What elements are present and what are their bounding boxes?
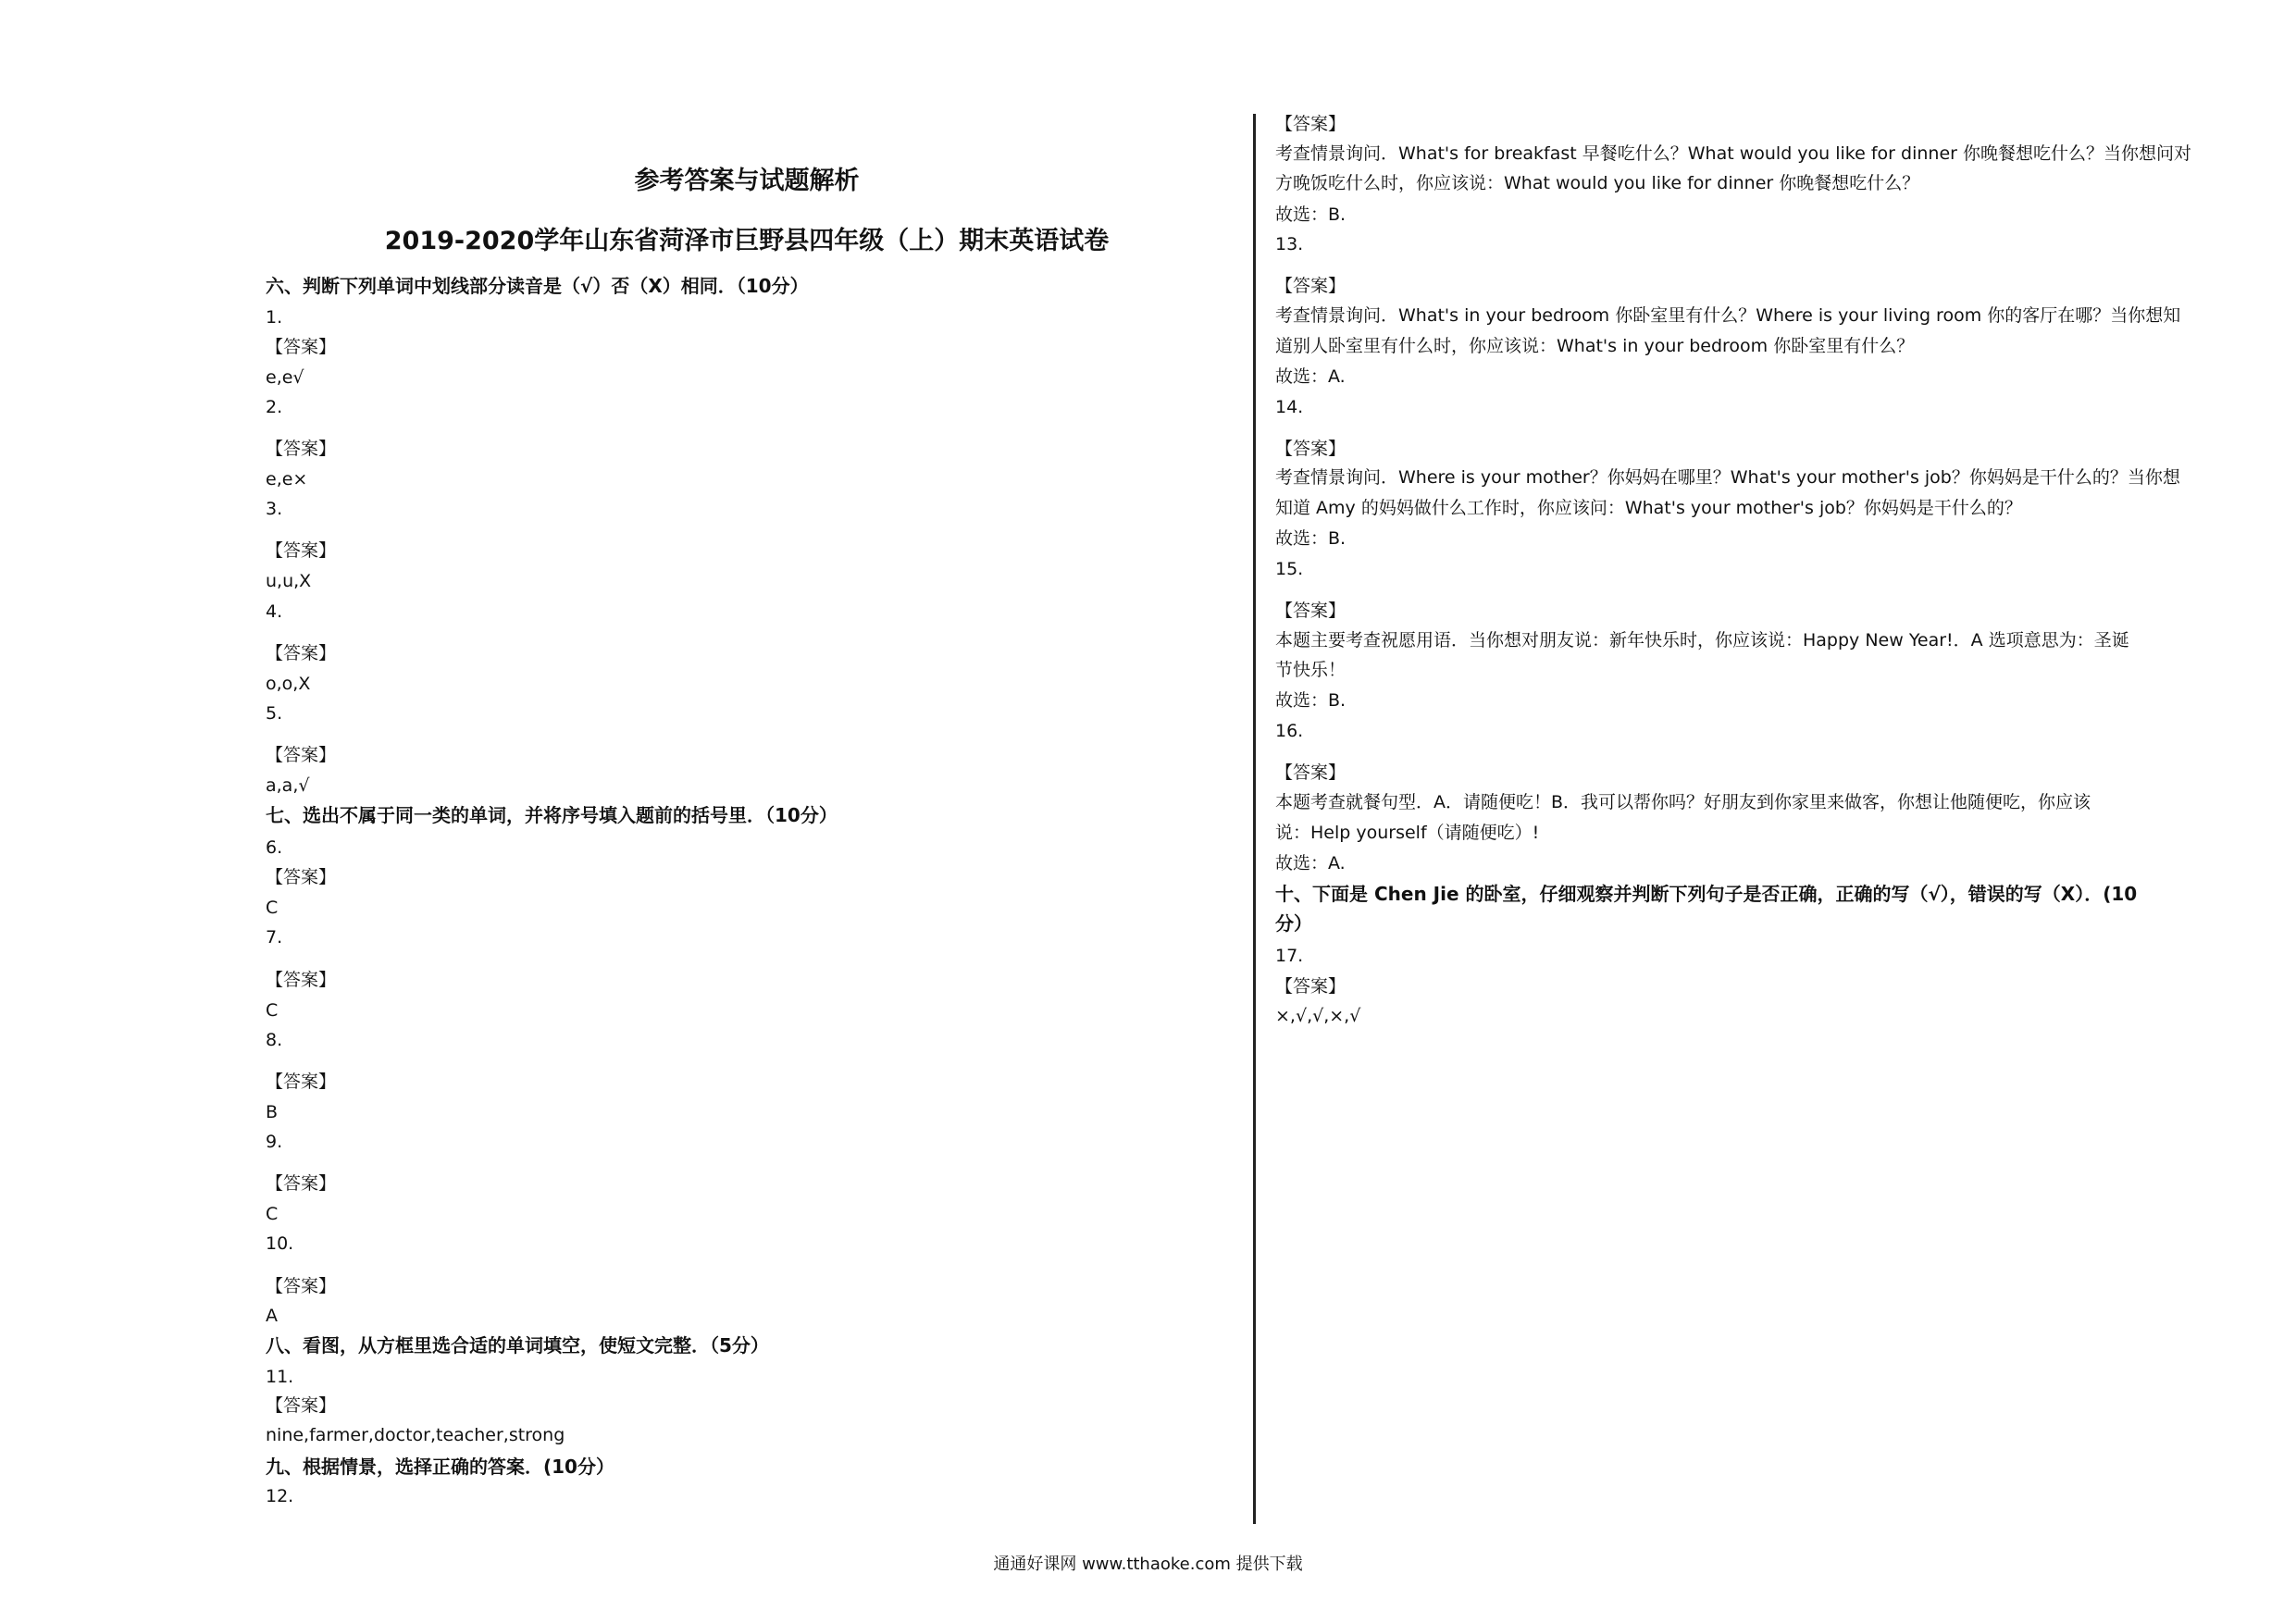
document-title: 参考答案与试题解析: [634, 167, 860, 195]
text-line: 4.: [266, 601, 283, 622]
text-line: C: [266, 1204, 279, 1224]
text-line: u,u,X: [266, 571, 312, 591]
text-line: e,e×: [266, 469, 308, 489]
text-line: 考查情景询问．What's for breakfast 早餐吃什么？What would you like for dinner 你晚餐想吃什么？当你想问对: [1275, 143, 2191, 164]
text-line: 【答案】: [1275, 601, 1347, 621]
text-line: 16.: [1275, 721, 1304, 741]
text-line: 【答案】: [266, 439, 337, 459]
page-footer: 通通好课网 www.tthaoke.com 提供下载: [993, 1555, 1303, 1574]
text-line: 【答案】: [266, 867, 337, 887]
text-line: 11.: [266, 1367, 294, 1387]
text-line: 【答案】: [266, 337, 337, 357]
document-title: 2019-2020学年山东省菏泽市巨野县四年级（上）期末英语试卷: [384, 227, 1110, 255]
text-line: 【答案】: [266, 970, 337, 990]
text-line: 【答案】: [1275, 276, 1347, 296]
text-line: ×,√,√,×,√: [1275, 1006, 1361, 1026]
text-line: 14.: [1275, 397, 1304, 417]
section-heading: 十、下面是 Chen Jie 的卧室，仔细观察并判断下列句子是否正确，正确的写（√），错误的写（X）．(10: [1275, 883, 2138, 905]
text-line: 方晚饭吃什么时，你应该说：What would you like for dinner 你晚餐想吃什么？: [1275, 173, 1920, 193]
text-line: B: [266, 1102, 279, 1122]
text-line: C: [266, 898, 279, 918]
text-line: 【答案】: [266, 540, 337, 561]
text-line: nine,farmer,doctor,teacher,strong: [266, 1425, 565, 1445]
text-line: 节快乐！: [1275, 660, 1347, 680]
text-line: 知道 Amy 的妈妈做什么工作时，你应该问：What's your mother's job？你妈妈是干什么的？: [1275, 498, 2022, 518]
text-line: 本题主要考查祝愿用语．当你想对朋友说：新年快乐时，你应该说：Happy New Year!．A 选项意思为：圣诞: [1275, 630, 2129, 650]
text-line: 道别人卧室里有什么时，你应该说：What's in your bedroom 你卧室里有什么？: [1275, 336, 1915, 356]
text-line: 【答案】: [1275, 976, 1347, 997]
text-line: 5.: [266, 703, 283, 724]
text-line: o,o,X: [266, 674, 311, 694]
text-line: 故选：B.: [1275, 690, 1347, 711]
text-line: 12.: [266, 1486, 294, 1506]
text-line: 故选：B.: [1275, 204, 1347, 225]
text-line: a,a,√: [266, 775, 310, 796]
text-line: 故选：B.: [1275, 528, 1347, 549]
text-line: 13.: [1275, 234, 1304, 254]
text-line: A: [266, 1306, 278, 1326]
section-heading: 分）: [1275, 912, 1312, 935]
text-line: 8.: [266, 1030, 283, 1050]
text-line: 6.: [266, 837, 283, 858]
text-line: 【答案】: [1275, 762, 1347, 783]
text-line: C: [266, 1000, 279, 1021]
text-line: 【答案】: [266, 1173, 337, 1194]
text-line: 7.: [266, 927, 283, 948]
text-line: 故选：A.: [1275, 366, 1346, 387]
text-line: 考查情景询问．Where is your mother？你妈妈在哪里？What's your mother's job？你妈妈是干什么的？当你想: [1275, 467, 2180, 488]
text-line: 考查情景询问．What's in your bedroom 你卧室里有什么？Where is your living room 你的客厅在哪？当你想知: [1275, 305, 2181, 326]
text-line: 【答案】: [1275, 439, 1347, 459]
text-line: 1.: [266, 307, 283, 328]
text-line: 【答案】: [266, 1395, 337, 1416]
text-line: 15.: [1275, 559, 1304, 579]
text-line: 17.: [1275, 946, 1304, 966]
text-line: 9.: [266, 1132, 283, 1152]
text-line: 【答案】: [266, 1276, 337, 1296]
text-line: 2.: [266, 397, 283, 417]
text-line: e,e√: [266, 367, 304, 388]
section-heading: 七、选出不属于同一类的单词，并将序号填入题前的括号里．（10分）: [266, 804, 838, 826]
section-heading: 九、根据情景，选择正确的答案．(10分）: [266, 1456, 614, 1478]
text-line: 说：Help yourself（请随便吃）!: [1275, 823, 1540, 843]
text-line: 【答案】: [1275, 114, 1347, 134]
text-line: 10.: [266, 1233, 294, 1254]
text-line: 【答案】: [266, 1072, 337, 1092]
section-heading: 八、看图，从方框里选合适的单词填空，使短文完整．（5分）: [266, 1334, 769, 1357]
text-line: 【答案】: [266, 643, 337, 663]
text-line: 3.: [266, 499, 283, 519]
section-heading: 六、判断下列单词中划线部分读音是（√）否（X）相同．（10分）: [266, 275, 809, 297]
text-line: 本题考查就餐句型．A．请随便吃！B．我可以帮你吗？好朋友到你家里来做客，你想让他随便吃，你应该: [1275, 792, 2091, 812]
text-line: 【答案】: [266, 745, 337, 765]
text-line: 故选：A.: [1275, 853, 1346, 873]
column-divider: [1253, 114, 1256, 1524]
